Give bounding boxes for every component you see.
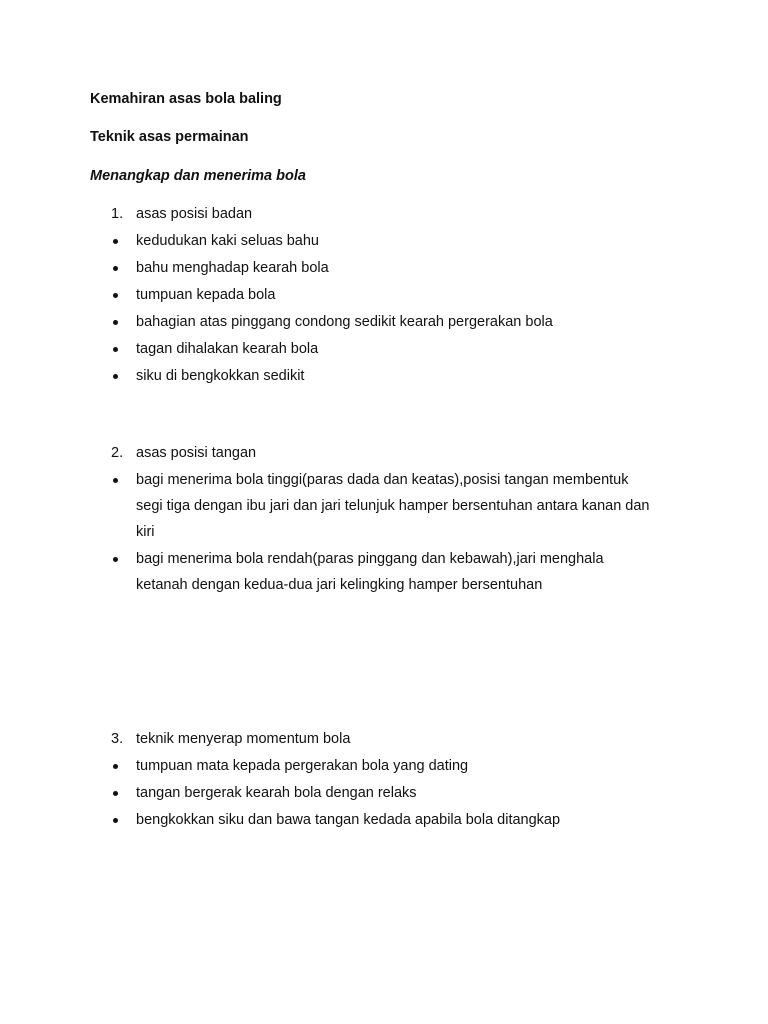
bullet-icon [113, 791, 118, 796]
bullet-icon [113, 818, 118, 823]
list-item-text: tumpuan mata kepada pergerakan bola yang dating [136, 758, 469, 774]
list-item-line: ketanah dengan kedua-dua jari kelingking hamper bersentuhan [136, 577, 543, 593]
document-title: Kemahiran asas bola baling [90, 91, 282, 107]
bullet-icon [113, 266, 118, 271]
bullet-icon [113, 557, 118, 562]
bullet-icon [113, 764, 118, 769]
section-heading: Menangkap dan menerima bola [90, 168, 306, 184]
section-1-number: 1. [111, 206, 124, 222]
bullet-icon [113, 239, 118, 244]
document-subtitle: Teknik asas permainan [90, 129, 249, 145]
bullet-icon [113, 320, 118, 325]
section-3-number: 3. [111, 731, 124, 747]
list-item-line: bagi menerima bola tinggi(paras dada dan keatas),posisi tangan membentuk [136, 472, 629, 488]
list-item-text: bahu menghadap kearah bola [136, 260, 329, 276]
section-3-heading: teknik menyerap momentum bola [136, 731, 351, 747]
section-2-heading: asas posisi tangan [136, 445, 257, 461]
section-2-number: 2. [111, 445, 124, 461]
list-item-text: tangan bergerak kearah bola dengan relaks [136, 785, 417, 801]
list-item-line: segi tiga dengan ibu jari dan jari telunjuk hamper bersentuhan antara kanan dan [136, 498, 650, 514]
section-1-heading: asas posisi badan [136, 206, 253, 222]
list-item-text: tumpuan kepada bola [136, 287, 276, 303]
bullet-icon [113, 374, 118, 379]
bullet-icon [113, 347, 118, 352]
list-item-text: tagan dihalakan kearah bola [136, 341, 319, 357]
list-item-line: bagi menerima bola rendah(paras pinggang dan kebawah),jari menghala [136, 551, 604, 567]
list-item-text: kedudukan kaki seluas bahu [136, 233, 319, 249]
list-item-text: siku di bengkokkan sedikit [136, 368, 305, 384]
bullet-icon [113, 478, 118, 483]
bullet-icon [113, 293, 118, 298]
list-item-line: kiri [136, 524, 155, 540]
list-item-text: bahagian atas pinggang condong sedikit kearah pergerakan bola [136, 314, 553, 330]
list-item-text: bengkokkan siku dan bawa tangan kedada apabila bola ditangkap [136, 812, 561, 828]
